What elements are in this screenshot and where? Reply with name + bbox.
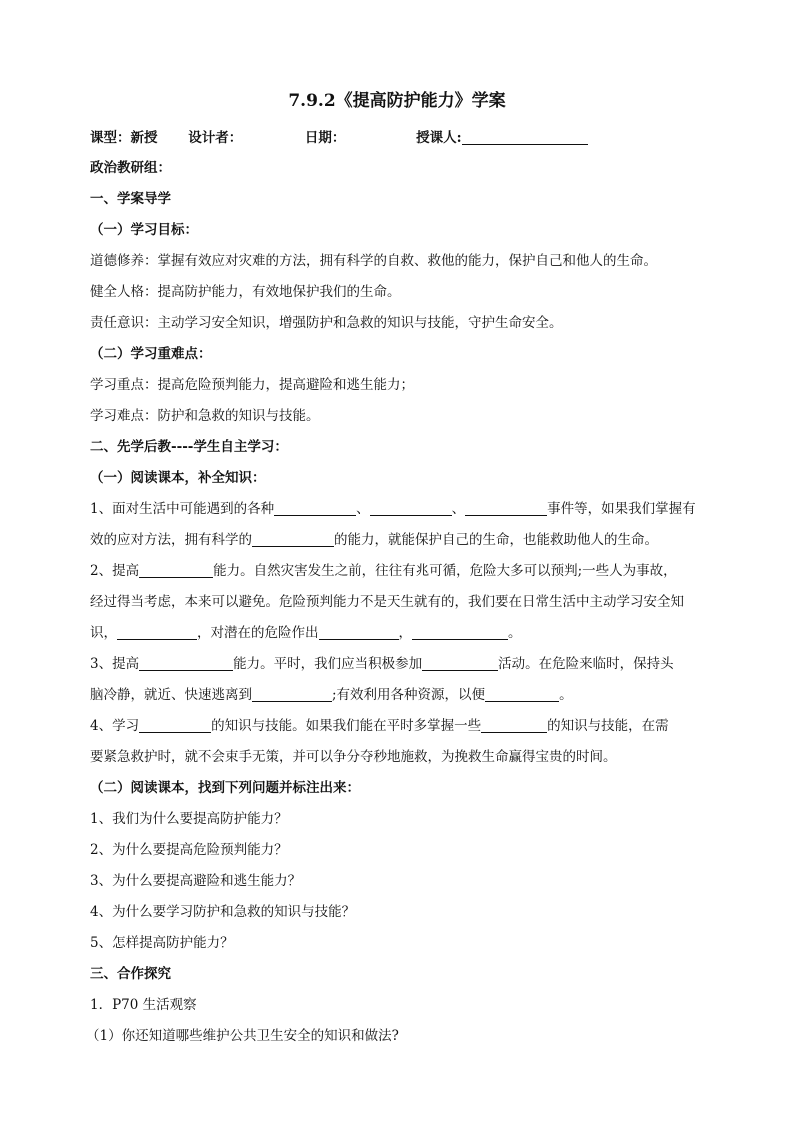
fill-question-2-cont: 经过得当考虑，本来可以避免。危险预判能力不是天生就有的，我们要在日常生活中主动学习安全知 xyxy=(90,594,684,610)
meta-row xyxy=(90,126,588,146)
fill-question-2: 2、提高 能力。自然灾害发生之前，往往有兆可循，危险大多可以预判;一些人为事故， xyxy=(90,563,677,579)
answer-blank[interactable] xyxy=(465,501,547,516)
section-heading: 二、先学后教----学生自主学习： xyxy=(90,439,288,455)
answer-blank[interactable] xyxy=(481,718,547,733)
answer-blank[interactable] xyxy=(412,625,508,640)
section-heading: 一、学案导学 xyxy=(90,191,171,207)
answer-blank[interactable] xyxy=(422,656,498,671)
subsection-heading: （二）学习重难点： xyxy=(90,346,212,362)
subsection-heading: （一）学习目标： xyxy=(90,222,198,238)
difficulty-line: 学习难点：防护和急救的知识与技能。 xyxy=(90,408,320,424)
key-point-line: 学习重点：提高危险预判能力，提高避险和逃生能力； xyxy=(90,377,414,393)
date-label: 日期： xyxy=(304,130,346,146)
reading-question: 3、为什么要提高避险和逃生能力？ xyxy=(90,873,302,889)
reading-question: 4、为什么要学习防护和急救的知识与技能？ xyxy=(90,904,356,920)
fill-question-3: 3、提高 能力。平时，我们应当积极参加 活动。在危险来临时，保持头 xyxy=(90,656,674,672)
fill-question-2-cont: 识， ，对潜在的危险作出 ， 。 xyxy=(90,625,522,641)
reading-question: 2、为什么要提高危险预判能力？ xyxy=(90,842,288,858)
lesson-type: 课型：新授 xyxy=(90,130,158,146)
designer-label: 设计者： xyxy=(188,130,243,146)
fill-question-1-cont: 效的应对方法，拥有科学的 的能力，就能保护自己的生命，也能救助他人的生命。 xyxy=(90,532,658,548)
page-title: 7.9.2《提高防护能力》学案 xyxy=(288,91,506,111)
fill-question-4: 4、学习 的知识与技能。如果我们能在平时多掌握一些 的知识与技能，在需 xyxy=(90,718,669,734)
group-label: 政治教研组： xyxy=(90,160,171,176)
activity-heading: 1．P70 生活观察 xyxy=(90,997,197,1013)
reading-question: 5、怎样提高防护能力？ xyxy=(90,935,234,951)
answer-blank[interactable] xyxy=(370,501,452,516)
answer-blank[interactable] xyxy=(139,656,233,671)
answer-blank[interactable] xyxy=(117,625,197,640)
goal-line: 健全人格：提高防护能力，有效地保护我们的生命。 xyxy=(90,284,401,300)
reading-question: 1、我们为什么要提高防护能力？ xyxy=(90,811,288,827)
teacher-blank xyxy=(462,130,588,145)
answer-blank[interactable] xyxy=(139,563,213,578)
answer-blank[interactable] xyxy=(274,501,356,516)
answer-blank[interactable] xyxy=(319,625,399,640)
activity-question: （1）你还知道哪些维护公共卫生安全的知识和做法? xyxy=(86,1028,399,1044)
fill-question-4-cont: 要紧急救护时，就不会束手无策，并可以争分夺秒地施救，为挽救生命赢得宝贵的时间。 xyxy=(90,749,617,765)
answer-blank[interactable] xyxy=(139,718,211,733)
subsection-heading: （一）阅读课本，补全知识： xyxy=(90,470,266,486)
answer-blank[interactable] xyxy=(252,687,332,702)
fill-question-3-cont: 脑冷静，就近、快速逃离到 ;有效利用各种资源，以便 。 xyxy=(90,687,573,703)
fill-question-1: 1、面对生活中可能遇到的各种 、 、 事件等，如果我们掌握有 xyxy=(90,501,696,517)
goal-line: 责任意识：主动学习安全知识，增强防护和急救的知识与技能，守护生命安全。 xyxy=(90,315,563,331)
section-heading: 三、合作探究 xyxy=(90,966,171,982)
answer-blank[interactable] xyxy=(252,532,334,547)
answer-blank[interactable] xyxy=(485,687,559,702)
subsection-heading: （二）阅读课本，找到下列问题并标注出来： xyxy=(90,780,360,796)
goal-line: 道德修养：掌握有效应对灾难的方法，拥有科学的自救、救他的能力，保护自己和他人的生命。 xyxy=(90,253,657,269)
teacher-label: 授课人: xyxy=(416,130,462,146)
